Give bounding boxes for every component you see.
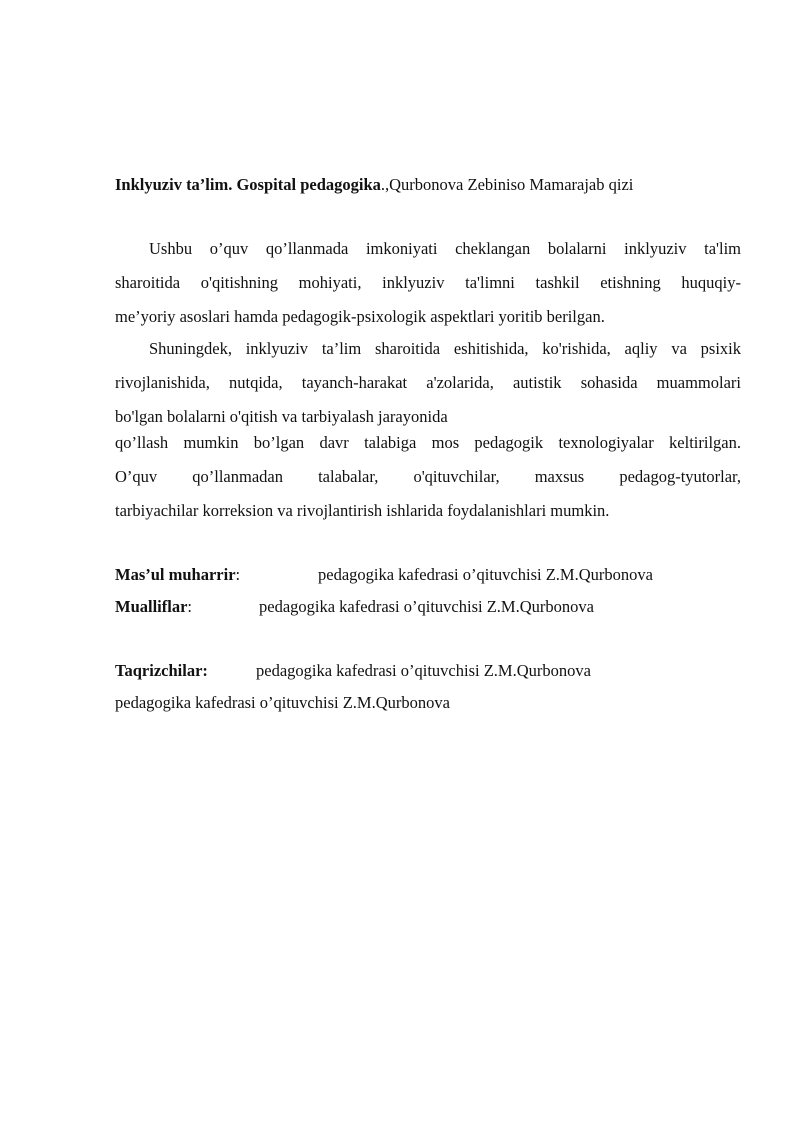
editor-label: Mas’ul muharrir bbox=[115, 565, 236, 584]
reviewers-credit bbox=[115, 660, 591, 682]
editor-value: pedagogika kafedrasi o’qituvchisi Z.M.Qurbonova bbox=[318, 565, 653, 584]
paragraph-line: O’quv qo’llanmadan talabalar, o'qituvchilar, maxsus pedagog-tyutorlar, bbox=[115, 467, 741, 486]
paragraph-line: rivojlanishida, nutqida, tayanch-harakat a'zolarida, autistik sohasida muammolari bbox=[115, 373, 741, 392]
editor-colon: : bbox=[235, 565, 241, 584]
authors-colon: : bbox=[187, 597, 192, 616]
reviewers-value: pedagogika kafedrasi o’qituvchisi Z.M.Qurbonova bbox=[256, 661, 591, 680]
paragraph-line: tarbiyachilar korreksion va rivojlantirish ishlarida foydalanishlari mumkin. bbox=[115, 501, 610, 520]
paragraph-line: me’yoriy asoslari hamda pedagogik-psixologik aspektlari yoritib berilgan. bbox=[115, 307, 605, 326]
title-bold: Inklyuziv ta’lim. Gospital pedagogika bbox=[115, 175, 381, 194]
authors-value: pedagogika kafedrasi o’qituvchisi Z.M.Qurbonova bbox=[259, 597, 594, 616]
document-title bbox=[115, 174, 755, 196]
editor-credit bbox=[115, 564, 653, 586]
title-author: .,Qurbonova Zebiniso Mamarajab qizi bbox=[380, 175, 634, 194]
paragraph-technologies bbox=[115, 426, 741, 528]
paragraph-line: bo'lgan bolalarni o'qitish va tarbiyalash jarayonida bbox=[115, 407, 448, 426]
reviewers-label: Taqrizchilar: bbox=[115, 661, 208, 680]
paragraph-details bbox=[115, 332, 741, 434]
authors-credit bbox=[115, 596, 594, 618]
paragraph-line: Shuningdek, inklyuziv ta’lim sharoitida eshitishida, ko'rishida, aqliy va psixik bbox=[149, 339, 741, 358]
authors-label: Mualliflar bbox=[115, 597, 188, 616]
paragraph-line: sharoitida o'qitishning mohiyati, inklyuziv ta'limni tashkil etishning huquqiy- bbox=[115, 273, 741, 292]
reviewers-value-second: pedagogika kafedrasi o’qituvchisi Z.M.Qurbonova bbox=[115, 693, 450, 712]
paragraph-line: qo’llash mumkin bo’lgan davr talabiga mos pedagogik texnologiyalar keltirilgan. bbox=[115, 433, 741, 452]
paragraph-intro bbox=[115, 232, 741, 334]
paragraph-line: Ushbu o’quv qo’llanmada imkoniyati cheklangan bolalarni inklyuziv ta'lim bbox=[149, 239, 741, 258]
reviewers-credit-second bbox=[115, 692, 450, 714]
